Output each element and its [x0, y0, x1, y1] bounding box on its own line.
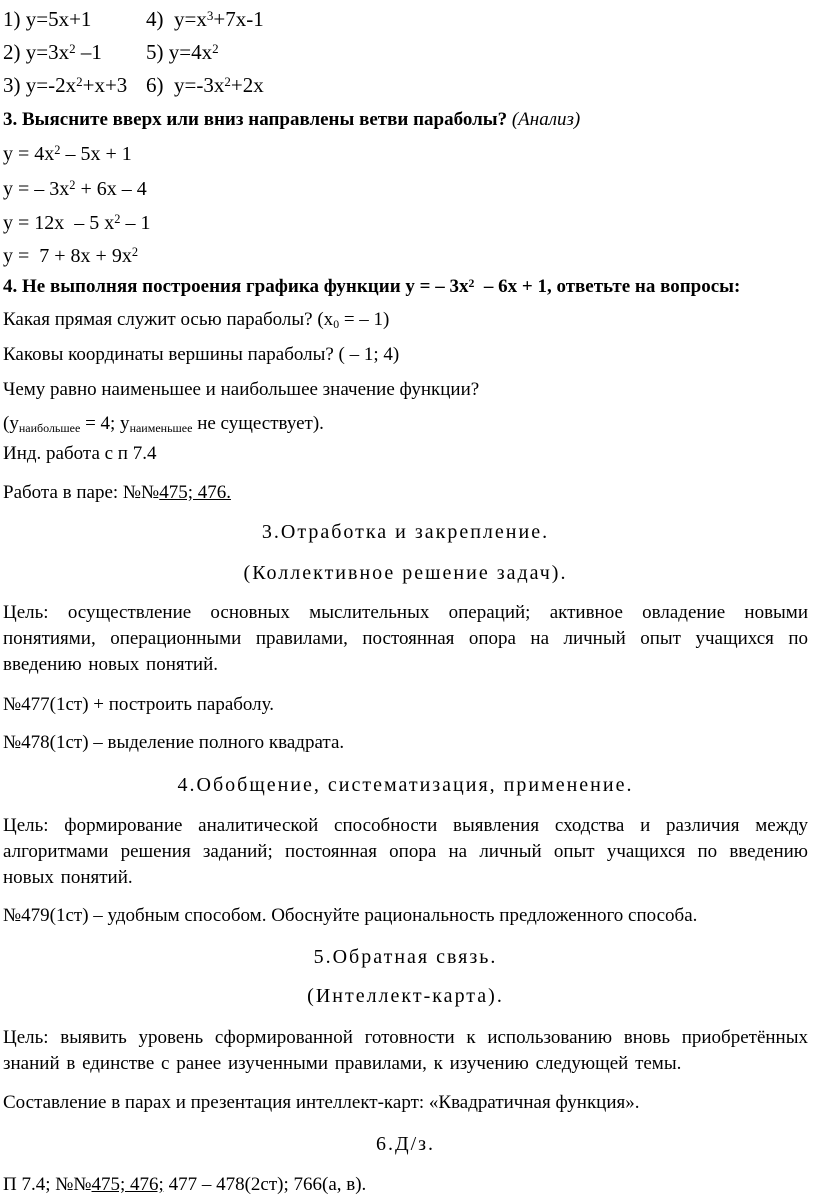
equation-item-6: 6) $y=-3x^2+2x$ [146, 73, 264, 97]
answer-sub-max: наибольшее [18, 421, 81, 435]
pair-work-numbers: 475; 476. [159, 482, 231, 503]
stage3-goal: Цель: осуществление основных мыслительных операций; активное овладение новыми понятиями, операционными правилами, постоянная опора на личный опыт учащихся по введению новых понятий. [3, 602, 815, 675]
section3-heading [3, 106, 808, 133]
stage5-goal: Цель: выявить уровень сформированной готовности к использованию вновь приобретённых знаний в единстве с ранее изученными правилами, к изучению следующей темы. [3, 1027, 815, 1074]
individual-work: Инд. работа с п 7.4 [3, 443, 157, 464]
homework-post: 477 – 478(2ст); 766(а, в). [163, 1174, 367, 1195]
stage5-task: Составление в парах и презентация интеллект-карт: «Квадратичная функция». [3, 1092, 640, 1113]
task-478: №478(1ст) – выделение полного квадрата. [3, 732, 345, 753]
parabola-equation-2: y = – $3x^2 + 6x - 4$ [3, 178, 147, 200]
parabola-equation-3: y = 12x – 5 $x^2 - 1$ [3, 212, 151, 234]
analysis-note: (Анализ) [511, 109, 581, 130]
pair-work-label: Работа в паре: №№ [3, 482, 160, 503]
section3-heading-text: 3. Выясните вверх или вниз направлены ветви параболы? [3, 109, 508, 130]
equation-item-1: 1) y=5x+1 [3, 7, 92, 31]
stage5-subheading: (Интеллект-карта). [307, 985, 504, 1007]
homework-line [3, 1172, 808, 1197]
equation-list [3, 3, 808, 102]
answer-post: не существует). [192, 413, 324, 434]
equation-item-3: 3) $y=-2x^2+x+3$ [3, 73, 128, 97]
stage3-subheading: (Коллективное решение задач). [243, 562, 568, 584]
equation-item-2: 2) $y=3x^2$ –1 [3, 40, 102, 64]
answer-minmax [3, 411, 808, 438]
stage4-goal: Цель: формирование аналитической способности выявления сходства и различия между алгоритмами решения заданий; постоянная опора на личный опыт учащихся по введению новых понятий. [3, 815, 815, 888]
stage4-heading: 4.Обобщение, систематизация, применение. [177, 774, 634, 796]
stage5-heading: 5.Обратная связь. [313, 946, 498, 968]
stage6-heading: 6.Д/з. [375, 1133, 436, 1155]
answer-sub-min: наименьшее [129, 421, 193, 435]
section4-heading: 4. Не выполняя построения графика функции y = – $3x^2 - 6x + 1$, ответьте на вопросы: [3, 276, 741, 297]
parabola-equation-4: $y = 7 + 8x + 9x^2$ [3, 245, 139, 267]
question-axis: Какая прямая служит осью параболы? ($x_0$ = – 1) [3, 309, 390, 331]
homework-numbers: 475; 476; [91, 1174, 164, 1195]
equation-item-4: 4) $y=x^3+7x-1$ [146, 7, 264, 31]
question-vertex: Каковы координаты вершины параболы? ( – 1; 4) [3, 344, 400, 365]
stage3-heading: 3.Отработка и закрепление. [261, 521, 550, 543]
task-477: №477(1ст) + построить параболу. [3, 694, 275, 715]
pair-work [3, 480, 808, 505]
answer-pre: (у [3, 413, 19, 434]
question-minmax: Чему равно наименьшее и наибольшее значение функции? [3, 379, 480, 400]
equation-item-5: 5) $y=4x^2$ [146, 40, 219, 64]
homework-pre: П 7.4; №№ [3, 1174, 92, 1195]
task-479: №479(1ст) – удобным способом. Обоснуйте рациональность предложенного способа. [3, 905, 698, 926]
parabola-equation-1: $y = 4x^2 - 5x + 1$ [3, 143, 132, 165]
answer-mid: = 4; у [80, 413, 130, 434]
